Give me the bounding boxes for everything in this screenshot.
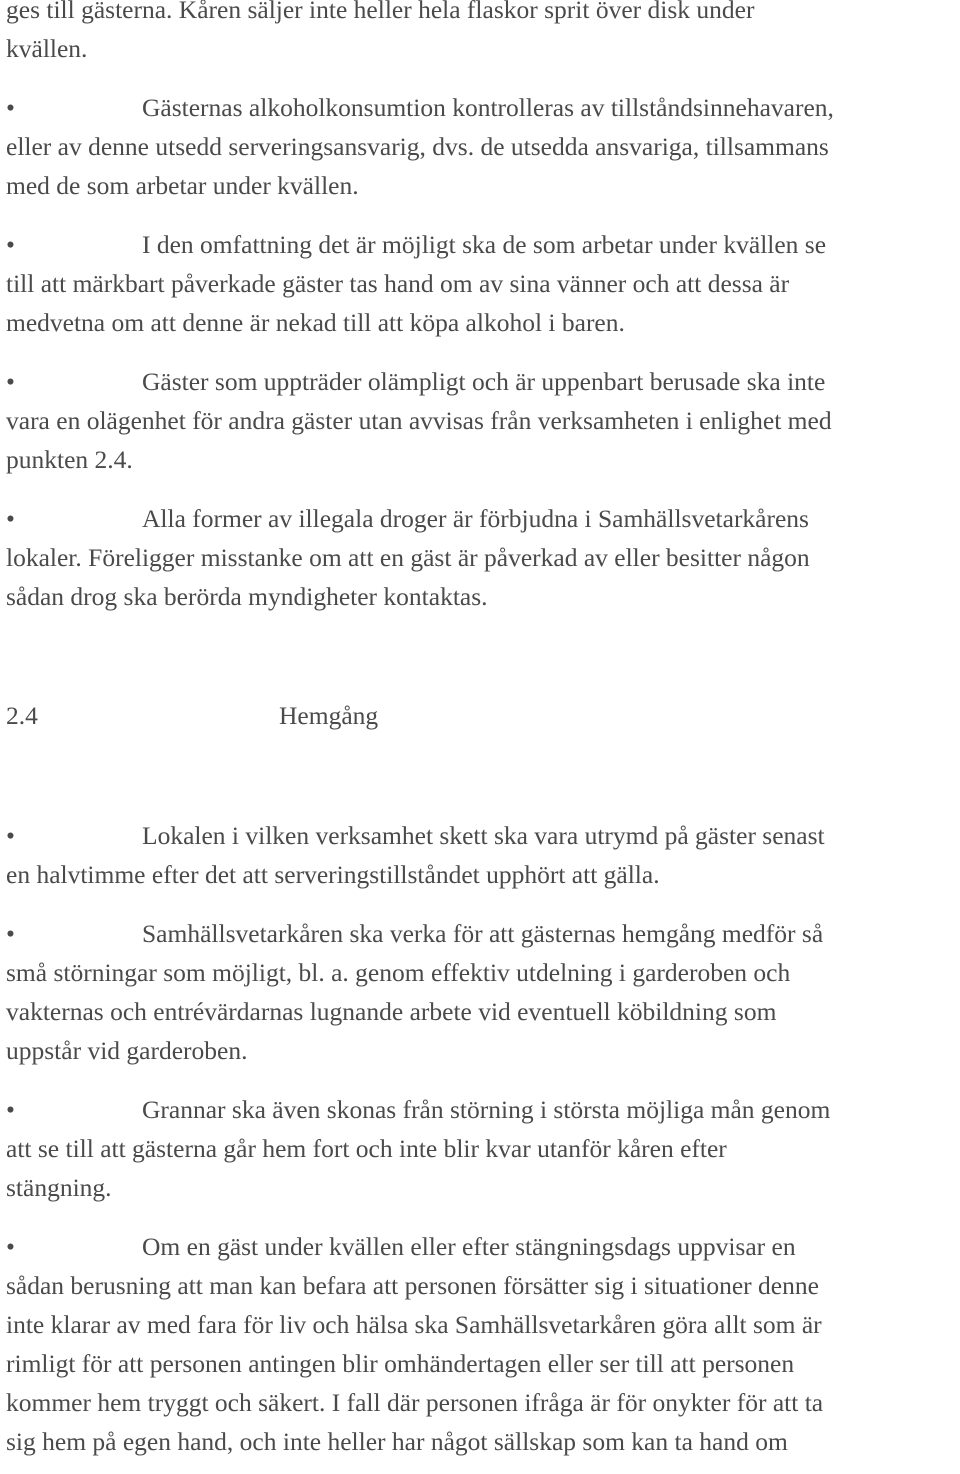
text-line: kvällen. — [6, 34, 88, 63]
text-line: vara en olägenhet för andra gäster utan avvisas från verksamheten i enlighet med — [6, 406, 832, 435]
bullet-item — [6, 225, 958, 342]
text-line: uppstår vid garderoben. — [6, 1036, 248, 1065]
text-line: Samhällsvetarkåren ska verka för att gästernas hemgång medför så — [142, 919, 824, 948]
text-line: lokaler. Föreligger misstanke om att en gäst är påverkad av eller besitter någon — [6, 543, 810, 572]
text-line: Gäster som uppträder olämpligt och är uppenbart berusade ska inte — [142, 367, 826, 396]
text-line: Alla former av illegala droger är förbjudna i Samhällsvetarkårens — [142, 504, 809, 533]
bullet-first-line — [6, 1227, 958, 1266]
bullet-first-line — [6, 1090, 958, 1129]
bullet-icon: • — [6, 1095, 15, 1124]
text-line: till att märkbart påverkade gäster tas hand om av sina vänner och att dessa är — [6, 269, 790, 298]
text-line: Grannar ska även skonas från störning i största möjliga mån genom — [142, 1095, 831, 1124]
bullet-first-line — [6, 499, 958, 538]
bullet-item — [6, 499, 958, 616]
section-heading — [6, 696, 958, 735]
bullet-icon: • — [6, 367, 15, 396]
text-line: kommer hem tryggt och säkert. I fall där personen ifråga är för onykter för att ta — [6, 1388, 824, 1417]
bullet-item — [6, 1090, 958, 1207]
text-line: sådan drog ska berörda myndigheter kontaktas. — [6, 582, 488, 611]
bullet-icon: • — [6, 230, 15, 259]
text-line: ges till gästerna. Kåren säljer inte heller hela flaskor sprit över disk under — [6, 0, 755, 24]
bullet-first-line — [6, 225, 958, 264]
bullet-icon: • — [6, 1232, 15, 1261]
bullet-item — [6, 1227, 958, 1461]
text-line: medvetna om att denne är nekad till att köpa alkohol i baren. — [6, 308, 625, 337]
text-line: vakternas och entrévärdarnas lugnande arbete vid eventuell köbildning som — [6, 997, 777, 1026]
bullet-icon: • — [6, 919, 15, 948]
text-line: I den omfattning det är möjligt ska de som arbetar under kvällen se — [142, 230, 827, 259]
bullet-icon: • — [6, 821, 15, 850]
text-line: med de som arbetar under kvällen. — [6, 171, 359, 200]
text-line: eller av denne utsedd serveringsansvarig, dvs. de utsedda ansvariga, tillsammans — [6, 132, 829, 161]
text-line: Gästernas alkoholkonsumtion kontrolleras av tillståndsinnehavaren, — [142, 93, 834, 122]
section-title: Hemgång — [279, 701, 379, 730]
text-line: Lokalen i vilken verksamhet skett ska vara utrymd på gäster senast — [142, 821, 825, 850]
text-line: stängning. — [6, 1173, 112, 1202]
bullet-item — [6, 914, 958, 1070]
text-line: rimligt för att personen antingen blir omhändertagen eller ser till att personen — [6, 1349, 795, 1378]
text-line: Om en gäst under kvällen eller efter stängningsdags uppvisar en — [142, 1232, 796, 1261]
bullet-icon: • — [6, 504, 15, 533]
paragraph-continuation — [6, 0, 958, 68]
section-number: 2.4 — [6, 701, 38, 730]
bullet-item — [6, 816, 958, 894]
bullet-first-line — [6, 362, 958, 401]
bullet-item — [6, 362, 958, 479]
text-line: sig hem på egen hand, och inte heller har något sällskap som kan ta hand om — [6, 1427, 788, 1456]
document-page — [6, 0, 958, 1461]
bullet-icon: • — [6, 93, 15, 122]
text-line: en halvtimme efter det att serveringstillståndet upphört att gälla. — [6, 860, 660, 889]
bullet-first-line — [6, 914, 958, 953]
text-line: sådan berusning att man kan befara att personen försätter sig i situationer denne — [6, 1271, 819, 1300]
bullet-item — [6, 88, 958, 205]
text-line: små störningar som möjligt, bl. a. genom effektiv utdelning i garderoben och — [6, 958, 791, 987]
text-line: punkten 2.4. — [6, 445, 133, 474]
bullet-first-line — [6, 816, 958, 855]
text-line: att se till att gästerna går hem fort och inte blir kvar utanför kåren efter — [6, 1134, 727, 1163]
bullet-first-line — [6, 88, 958, 127]
text-line: inte klarar av med fara för liv och hälsa ska Samhällsvetarkåren göra allt som är — [6, 1310, 822, 1339]
